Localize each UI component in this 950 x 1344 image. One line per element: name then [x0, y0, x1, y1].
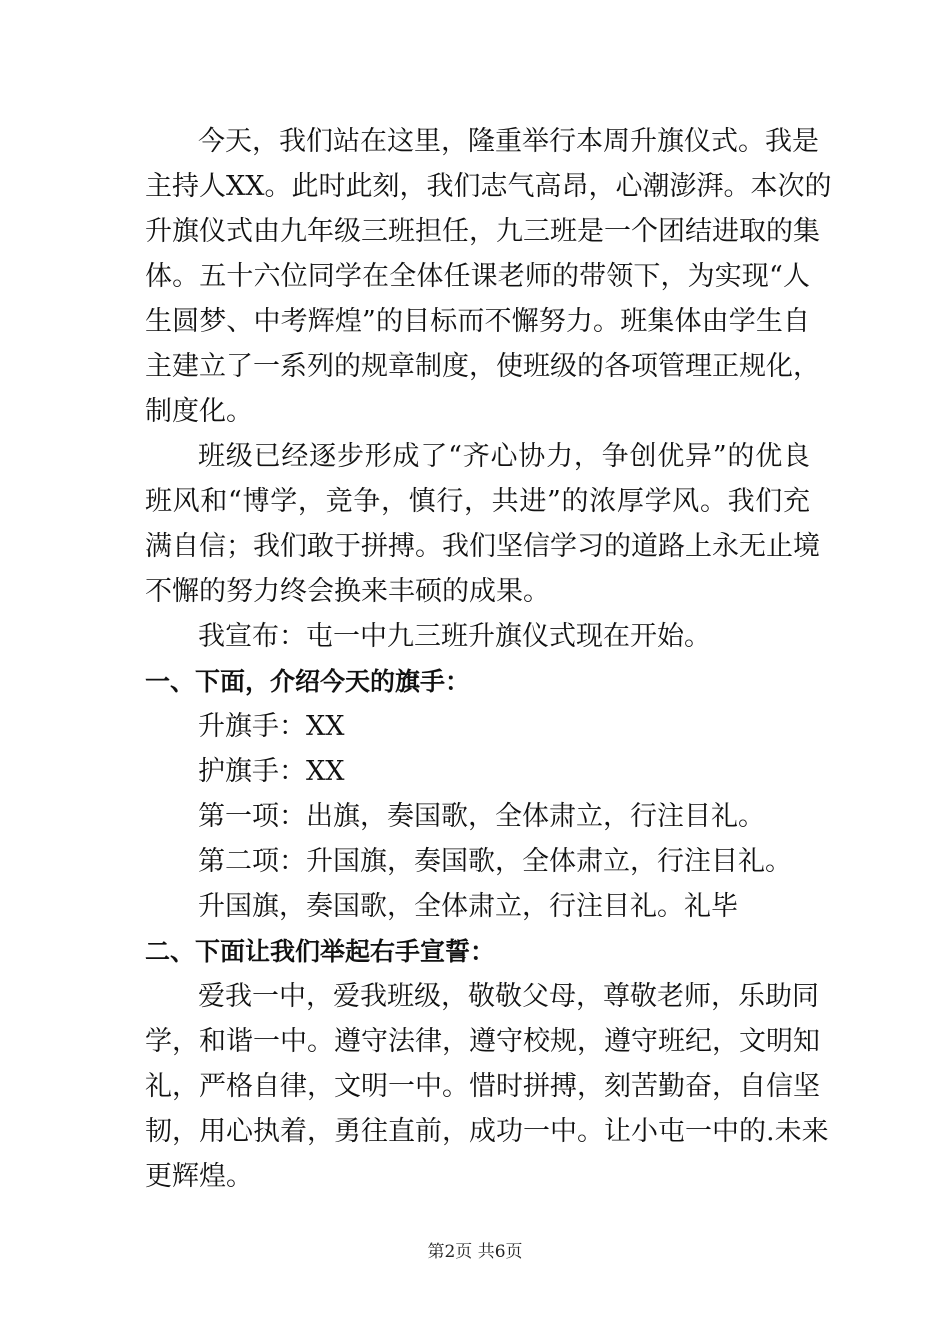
intro-p2-line-2: 班风和“博学，竞争，慎行，共进”的浓厚学风。我们充: [145, 486, 810, 517]
section1-item-4: 第二项：升国旗，奏国歌，全体肃立，行注目礼。: [198, 846, 792, 877]
page-number-footer: 第2页 共6页: [427, 1242, 523, 1262]
oath-line-4: 韧，用心执着，勇往直前，成功一中。让小屯一中的.未来: [145, 1116, 829, 1147]
section1-heading: 一、下面，介绍今天的旗手：: [145, 667, 471, 696]
section1-item-3: 第一项：出旗，奏国歌，全体肃立，行注目礼。: [198, 801, 765, 832]
section1-item-2: 护旗手：XX: [198, 756, 345, 787]
intro-p1-line-1: 今天，我们站在这里，隆重举行本周升旗仪式。我是: [198, 126, 819, 157]
section1-item-5: 升国旗，奏国歌，全体肃立，行注目礼。礼毕: [198, 891, 738, 922]
oath-line-5: 更辉煌。: [145, 1161, 253, 1192]
intro-p1-line-3: 升旗仪式由九年级三班担任，九三班是一个团结进取的集: [145, 216, 820, 247]
section2-heading: 二、下面让我们举起右手宣誓：: [145, 937, 496, 966]
intro-p2-line-3: 满自信；我们敢于拼搏。我们坚信学习的道路上永无止境: [145, 531, 820, 562]
intro-p1-line-7: 制度化。: [145, 396, 253, 427]
oath-line-1: 爱我一中，爱我班级，敬敬父母，尊敬老师，乐助同: [198, 981, 819, 1012]
intro-p1-line-5: 生圆梦、中考辉煌”的目标而不懈努力。班集体由学生自: [145, 306, 810, 337]
intro-p2-line-1: 班级已经逐步形成了“齐心协力，争创优异”的优良: [198, 441, 810, 472]
intro-p1-line-2: 主持人XX。此时此刻，我们志气高昂，心潮澎湃。本次的: [145, 171, 832, 202]
intro-p1-line-6: 主建立了一系列的规章制度，使班级的各项管理正规化，: [145, 351, 820, 382]
intro-p2-line-4: 不懈的努力终会换来丰硕的成果。: [145, 576, 550, 607]
oath-line-2: 学，和谐一中。遵守法律，遵守校规，遵守班纪，文明知: [145, 1026, 820, 1057]
section1-item-1: 升旗手：XX: [198, 711, 345, 742]
intro-p3: 我宣布：屯一中九三班升旗仪式现在开始。: [198, 621, 711, 652]
intro-p1-line-4: 体。五十六位同学在全体任课老师的带领下，为实现“人: [145, 261, 810, 292]
oath-line-3: 礼，严格自律，文明一中。惜时拼搏，刻苦勤奋，自信坚: [145, 1071, 820, 1102]
